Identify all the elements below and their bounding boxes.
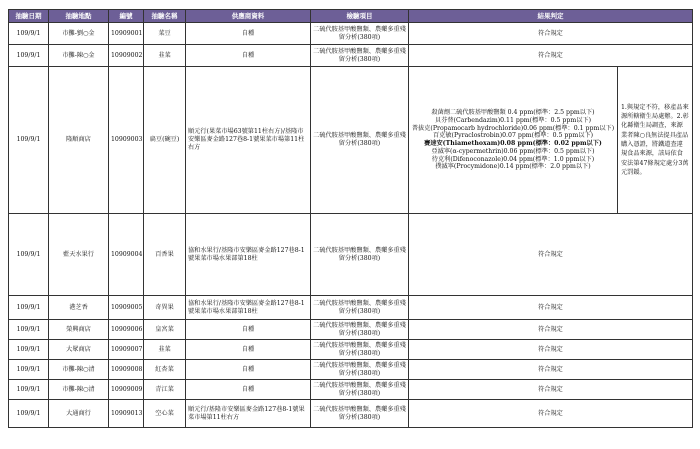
- cell-supplier: 協和水果行/基隆市安樂區麥金路127巷8-1號果菜市場水果部第18柱: [186, 296, 311, 320]
- cell-result: 符合規定: [409, 214, 693, 296]
- table-row-violation: [9, 67, 693, 214]
- cell-code: 10909003: [109, 67, 144, 214]
- table-row: [9, 380, 693, 400]
- cell-date: 109/9/1: [9, 45, 49, 67]
- cell-code: 10909002: [109, 45, 144, 67]
- cell-supplier: 自種: [186, 380, 311, 400]
- cell-result: 符合規定: [409, 380, 693, 400]
- cell-supplier: 自種: [186, 360, 311, 380]
- cell-supplier: 協和水果行/基隆市安樂區麥金路127巷8-1號果菜市場水果部第18柱: [186, 214, 311, 296]
- cell-result-details: [409, 67, 618, 214]
- cell-place: 市攤-劉○金: [49, 23, 109, 45]
- cell-items: 二硫代胺基甲酸鹽類、農藥多重殘留分析(380項): [311, 214, 409, 296]
- cell-items: 二硫代胺基甲酸鹽類、農藥多重殘留分析(380項): [311, 380, 409, 400]
- cell-date: 109/9/1: [9, 380, 49, 400]
- cell-date: 109/9/1: [9, 400, 49, 428]
- cell-result: 符合規定: [409, 23, 693, 45]
- cell-date: 109/9/1: [9, 67, 49, 214]
- cell-name: 韭菜: [144, 45, 186, 67]
- cell-name: 青江菜: [144, 380, 186, 400]
- cell-supplier: 順元行/基隆市安樂區麥金路127巷8-1號果菜市場第11柱右方: [186, 400, 311, 428]
- table-row: [9, 45, 693, 67]
- cell-result: 符合規定: [409, 400, 693, 428]
- table-row: [9, 320, 693, 340]
- header-items: 檢驗項目: [311, 10, 409, 23]
- cell-note: 1.與規定不符，移產品來源所轄衛生局處辦。2.彰化縣衛生局調查，來源業者陳○良無法提具產品購入憑證，將鐵道查違規食品來源，該局依食安法第47條規定處分3萬元罰鍰。: [618, 67, 693, 214]
- cell-items: 二硫代胺基甲酸鹽類、農藥多重殘留分析(380項): [311, 67, 409, 214]
- header-place: 抽驗地點: [49, 10, 109, 23]
- cell-date: 109/9/1: [9, 296, 49, 320]
- cell-name: 空心菜: [144, 400, 186, 428]
- cell-items: 二硫代胺基甲酸鹽類、農藥多重殘留分析(380項): [311, 23, 409, 45]
- cell-place: 大眾商店: [49, 340, 109, 360]
- cell-code: 10909013: [109, 400, 144, 428]
- cell-place: 大通商行: [49, 400, 109, 428]
- cell-supplier: 自種: [186, 23, 311, 45]
- result-line: 貝芬替(Carbendazim)0.11 ppm(標準：0.5 ppm以下): [434, 116, 592, 124]
- cell-result: 符合規定: [409, 45, 693, 67]
- header-name: 抽驗名稱: [144, 10, 186, 23]
- header-date: 抽驗日期: [9, 10, 49, 23]
- cell-items: 二硫代胺基甲酸鹽類、農藥多重殘留分析(380項): [311, 296, 409, 320]
- cell-name: 韭菜: [144, 340, 186, 360]
- cell-code: 10909007: [109, 340, 144, 360]
- cell-date: 109/9/1: [9, 360, 49, 380]
- cell-place: 隆順商店: [49, 67, 109, 214]
- cell-code: 10909008: [109, 360, 144, 380]
- cell-place: 市攤-陳○金: [49, 45, 109, 67]
- cell-name: 扁豆(碗豆): [144, 67, 186, 214]
- header-row: [9, 10, 693, 23]
- cell-place: 市攤-陳○清: [49, 380, 109, 400]
- cell-date: 109/9/1: [9, 340, 49, 360]
- cell-name: 百香果: [144, 214, 186, 296]
- table-row: [9, 360, 693, 380]
- cell-name: 奇異果: [144, 296, 186, 320]
- cell-date: 109/9/1: [9, 23, 49, 45]
- cell-place: 港芝香: [49, 296, 109, 320]
- cell-place: 市攤-陳○清: [49, 360, 109, 380]
- cell-code: 10909001: [109, 23, 144, 45]
- header-code: 編號: [109, 10, 144, 23]
- cell-supplier: 自種: [186, 320, 311, 340]
- cell-result: 符合規定: [409, 296, 693, 320]
- result-line: 百克敏(Pyraclostrobin)0.07 ppm(標準：0.5 ppm以下): [432, 132, 594, 140]
- table-row: [9, 23, 693, 45]
- table-row: [9, 400, 693, 428]
- cell-items: 二硫代胺基甲酸鹽類、農藥多重殘留分析(380項): [311, 400, 409, 428]
- cell-code: 10909005: [109, 296, 144, 320]
- cell-items: 二硫代胺基甲酸鹽類、農藥多重殘留分析(380項): [311, 45, 409, 67]
- cell-place: 藍天水果行: [49, 214, 109, 296]
- cell-code: 10909006: [109, 320, 144, 340]
- cell-place: 榮興商店: [49, 320, 109, 340]
- result-line: 普拔克(Propamocarb hydrochloride)0.06 ppm(標準：0.1 ppm以下): [411, 124, 615, 132]
- cell-code: 10909009: [109, 380, 144, 400]
- cell-supplier: 自種: [186, 45, 311, 67]
- cell-name: 菜豆: [144, 23, 186, 45]
- result-line: 殺菌劑二硫代胺基甲酸鹽類 0.4 ppm(標準：2.5 ppm以下): [431, 109, 595, 116]
- cell-name: 紅杏菜: [144, 360, 186, 380]
- cell-date: 109/9/1: [9, 320, 49, 340]
- cell-result: 符合規定: [409, 340, 693, 360]
- header-supplier: 供應商資料: [186, 10, 311, 23]
- cell-items: 二硫代胺基甲酸鹽類、農藥多重殘留分析(380項): [311, 340, 409, 360]
- result-line: 待克利(Difenoconazole)0.04 ppm(標準：1.0 ppm以下): [431, 155, 595, 163]
- table-row: [9, 214, 693, 296]
- cell-supplier: 自種: [186, 340, 311, 360]
- header-result: 結果判定: [409, 10, 693, 23]
- cell-code: 10909004: [109, 214, 144, 296]
- cell-result: 符合規定: [409, 360, 693, 380]
- cell-result: 符合規定: [409, 320, 693, 340]
- table-row: [9, 296, 693, 320]
- inspection-results-table: [8, 9, 693, 428]
- result-line: 亞滅寧(α-cypermethrin)0.06 ppm(標準：0.5 ppm以下): [431, 147, 595, 155]
- results-table-container: [8, 9, 692, 428]
- result-line-exceeded: 賽速安(Thiamethoxam)0.08 ppm(標準：0.02 ppm以下): [424, 140, 602, 147]
- cell-supplier: 順元行(果菜市場63號第11柱右方)/基隆市安樂區麥金路127巷8-1號果菜市場第11柱右方: [186, 67, 311, 214]
- cell-name: 皇宮菜: [144, 320, 186, 340]
- cell-items: 二硫代胺基甲酸鹽類、農藥多重殘留分析(380項): [311, 320, 409, 340]
- cell-items: 二硫代胺基甲酸鹽類、農藥多重殘留分析(380項): [311, 360, 409, 380]
- result-line: 撲滅寧(Procymidone)0.14 ppm(標準：2.0 ppm以下): [435, 163, 591, 171]
- cell-date: 109/9/1: [9, 214, 49, 296]
- table-row: [9, 340, 693, 360]
